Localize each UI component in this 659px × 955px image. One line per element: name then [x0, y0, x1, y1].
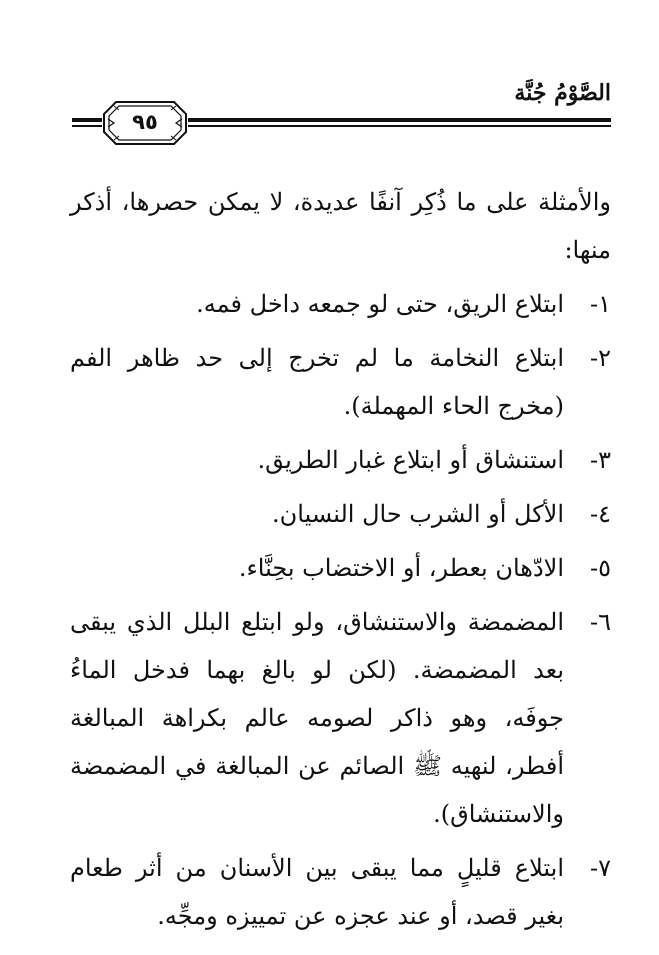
intro-paragraph: والأمثلة على ما ذُكِر آنفًا عديدة، لا يمكن حصرها، أذكر منها: — [70, 188, 611, 264]
list-item-number: ٥- — [590, 554, 611, 582]
list-item-text: ابتلاع قليلٍ مما يبقى بين الأسنان من أثر طعام بغير قصد، أو عند عجزه عن تمييزه ومجِّه. — [70, 854, 564, 930]
page-number-frame — [102, 100, 188, 146]
page-number: ٩٥ — [132, 110, 158, 134]
list-item-number: ٢- — [590, 344, 611, 372]
list-item — [70, 844, 611, 940]
list-item — [70, 280, 611, 328]
list-item-text: ابتلاع النخامة ما لم تخرج إلى حد ظاهر الفم (مخرج الحاء المهملة). — [70, 344, 564, 420]
page-body — [70, 178, 611, 946]
list-item-text: المضمضة والاستنشاق، ولو ابتلع البلل الذي يبقى بعد المضمضة. (لكن لو بالغ بهما فدخل الماءُ جوفَه، وهو ذاكر لصومه عالم بكراهة المبالغة أفطر، لنهيه ﷺ الصائم عن المبالغة في المضمضة والاستنشاق). — [70, 608, 565, 828]
list-item-number: ١- — [590, 290, 611, 318]
list-item — [70, 436, 611, 484]
header-rule-left — [72, 118, 102, 128]
list-item-number: ٦- — [590, 608, 611, 636]
list-item — [70, 334, 611, 430]
list-item-number: ٤- — [590, 500, 611, 528]
running-header-title: الصَّوْمُ جُنَّة — [514, 80, 611, 106]
list-item-number: ٣- — [590, 446, 611, 474]
list-item-text: الأكل أو الشرب حال النسيان. — [272, 500, 564, 528]
list-item — [70, 490, 611, 538]
list-item-text: استنشاق أو ابتلاع غبار الطريق. — [257, 446, 564, 474]
list-item — [70, 598, 611, 838]
list-item-number: ٧- — [590, 854, 611, 882]
header-rule — [188, 118, 611, 128]
list-item-text: ابتلاع الريق، حتى لو جمعه داخل فمه. — [196, 290, 564, 318]
list-item — [70, 544, 611, 592]
list-item-text: الادّهان بعطر، أو الاختضاب بحِنَّاء. — [238, 554, 564, 582]
